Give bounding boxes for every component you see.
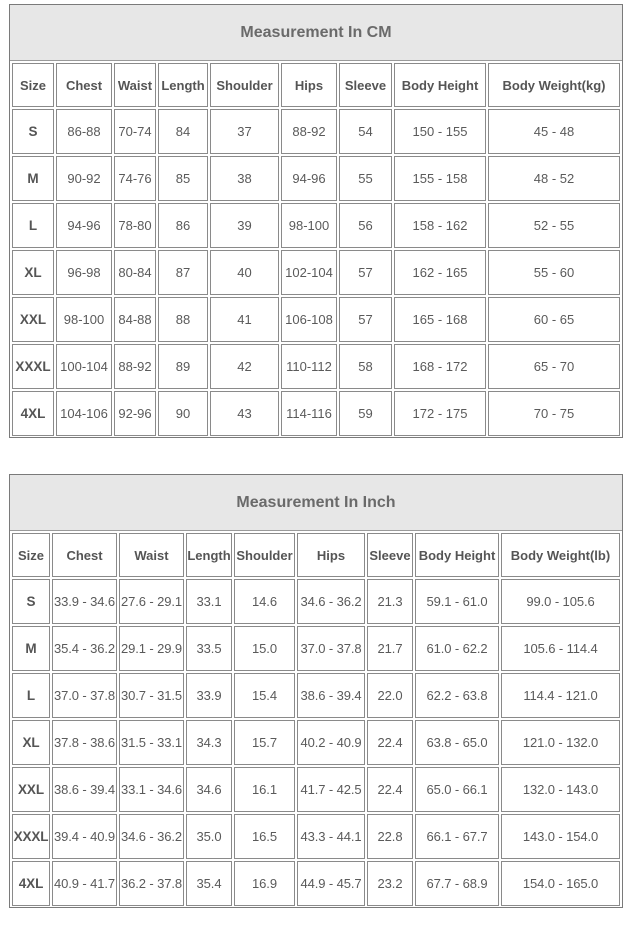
table-cell: 35.4 [186,861,232,906]
size-label-cell: L [12,673,50,718]
table-cell: 67.7 - 68.9 [415,861,499,906]
table-cell: 84-88 [114,297,156,342]
column-header: Size [12,533,50,577]
size-label-cell: XXL [12,767,50,812]
table-cell: 14.6 [234,579,295,624]
table-cell: 110-112 [281,344,337,389]
table-cell: 57 [339,297,392,342]
table-cell: 62.2 - 63.8 [415,673,499,718]
column-header: Waist [114,63,156,107]
size-label-cell: XXXL [12,344,54,389]
table-cell: 27.6 - 29.1 [119,579,184,624]
table-cell: 37 [210,109,279,154]
size-label-cell: S [12,579,50,624]
table-cell: 59.1 - 61.0 [415,579,499,624]
table-cell: 40.9 - 41.7 [52,861,117,906]
size-label-cell: XXL [12,297,54,342]
inch-chart-title: Measurement In Inch [10,475,622,531]
table-cell: 87 [158,250,208,295]
table-cell: 168 - 172 [394,344,486,389]
size-label-cell: L [12,203,54,248]
table-cell: 16.9 [234,861,295,906]
table-cell: 38.6 - 39.4 [52,767,117,812]
table-cell: 37.0 - 37.8 [52,673,117,718]
table-cell: 90-92 [56,156,112,201]
table-cell: 33.9 - 34.6 [52,579,117,624]
table-row [12,109,620,154]
table-cell: 40.2 - 40.9 [297,720,365,765]
table-cell: 158 - 162 [394,203,486,248]
table-cell: 60 - 65 [488,297,620,342]
inch-table-body [12,579,620,906]
table-cell: 88 [158,297,208,342]
table-cell: 35.4 - 36.2 [52,626,117,671]
table-cell: 34.6 - 36.2 [119,814,184,859]
column-header: Body Height [394,63,486,107]
table-cell: 40 [210,250,279,295]
table-cell: 121.0 - 132.0 [501,720,620,765]
table-cell: 33.1 - 34.6 [119,767,184,812]
table-cell: 172 - 175 [394,391,486,436]
table-cell: 114.4 - 121.0 [501,673,620,718]
table-cell: 100-104 [56,344,112,389]
size-label-cell: XL [12,250,54,295]
column-header: Body Weight(lb) [501,533,620,577]
cm-header-row [12,63,620,107]
table-row [12,297,620,342]
table-cell: 165 - 168 [394,297,486,342]
size-label-cell: XL [12,720,50,765]
table-cell: 21.7 [367,626,413,671]
table-cell: 41.7 - 42.5 [297,767,365,812]
column-header: Chest [56,63,112,107]
size-label-cell: 4XL [12,861,50,906]
table-cell: 96-98 [56,250,112,295]
table-cell: 70-74 [114,109,156,154]
column-header: Body Height [415,533,499,577]
size-label-cell: XXXL [12,814,50,859]
table-cell: 154.0 - 165.0 [501,861,620,906]
table-cell: 39.4 - 40.9 [52,814,117,859]
table-row [12,814,620,859]
column-header: Hips [281,63,337,107]
column-header: Shoulder [210,63,279,107]
table-cell: 22.4 [367,720,413,765]
table-cell: 98-100 [56,297,112,342]
table-cell: 29.1 - 29.9 [119,626,184,671]
cm-chart-title: Measurement In CM [10,5,622,61]
table-cell: 35.0 [186,814,232,859]
table-cell: 104-106 [56,391,112,436]
table-row [12,861,620,906]
table-row [12,579,620,624]
table-cell: 86 [158,203,208,248]
table-cell: 86-88 [56,109,112,154]
table-cell: 106-108 [281,297,337,342]
table-cell: 61.0 - 62.2 [415,626,499,671]
column-header: Shoulder [234,533,295,577]
table-cell: 99.0 - 105.6 [501,579,620,624]
table-cell: 88-92 [114,344,156,389]
table-cell: 22.0 [367,673,413,718]
table-cell: 31.5 - 33.1 [119,720,184,765]
size-label-cell: S [12,109,54,154]
table-cell: 102-104 [281,250,337,295]
column-header: Hips [297,533,365,577]
table-cell: 114-116 [281,391,337,436]
table-cell: 55 [339,156,392,201]
table-cell: 98-100 [281,203,337,248]
size-label-cell: M [12,156,54,201]
column-header: Body Weight(kg) [488,63,620,107]
table-cell: 89 [158,344,208,389]
table-cell: 90 [158,391,208,436]
column-header: Chest [52,533,117,577]
table-cell: 21.3 [367,579,413,624]
table-cell: 30.7 - 31.5 [119,673,184,718]
size-label-cell: 4XL [12,391,54,436]
table-row [12,344,620,389]
table-cell: 84 [158,109,208,154]
size-label-cell: M [12,626,50,671]
table-cell: 36.2 - 37.8 [119,861,184,906]
inch-header-row [12,533,620,577]
table-cell: 155 - 158 [394,156,486,201]
table-cell: 55 - 60 [488,250,620,295]
table-cell: 16.1 [234,767,295,812]
table-cell: 52 - 55 [488,203,620,248]
column-header: Length [186,533,232,577]
table-cell: 54 [339,109,392,154]
table-cell: 38.6 - 39.4 [297,673,365,718]
table-cell: 34.3 [186,720,232,765]
table-cell: 34.6 - 36.2 [297,579,365,624]
table-cell: 143.0 - 154.0 [501,814,620,859]
table-row [12,626,620,671]
table-cell: 57 [339,250,392,295]
table-cell: 23.2 [367,861,413,906]
table-cell: 43 [210,391,279,436]
table-cell: 65 - 70 [488,344,620,389]
cm-size-chart [9,4,623,438]
table-cell: 105.6 - 114.4 [501,626,620,671]
table-row [12,673,620,718]
table-cell: 94-96 [281,156,337,201]
table-cell: 42 [210,344,279,389]
table-cell: 45 - 48 [488,109,620,154]
table-cell: 37.0 - 37.8 [297,626,365,671]
table-cell: 48 - 52 [488,156,620,201]
column-header: Length [158,63,208,107]
table-cell: 132.0 - 143.0 [501,767,620,812]
table-row [12,203,620,248]
table-cell: 65.0 - 66.1 [415,767,499,812]
column-header: Waist [119,533,184,577]
inch-size-chart [9,474,623,908]
cm-size-table [10,61,622,438]
table-cell: 92-96 [114,391,156,436]
table-row [12,767,620,812]
table-cell: 94-96 [56,203,112,248]
cm-table-body [12,109,620,436]
table-cell: 44.9 - 45.7 [297,861,365,906]
inch-size-table [10,531,622,908]
table-cell: 66.1 - 67.7 [415,814,499,859]
column-header: Size [12,63,54,107]
table-cell: 37.8 - 38.6 [52,720,117,765]
table-cell: 34.6 [186,767,232,812]
table-cell: 33.9 [186,673,232,718]
table-cell: 38 [210,156,279,201]
column-header: Sleeve [339,63,392,107]
table-cell: 150 - 155 [394,109,486,154]
table-cell: 22.8 [367,814,413,859]
table-cell: 16.5 [234,814,295,859]
table-cell: 39 [210,203,279,248]
table-cell: 63.8 - 65.0 [415,720,499,765]
table-cell: 15.4 [234,673,295,718]
table-cell: 74-76 [114,156,156,201]
column-header: Sleeve [367,533,413,577]
table-cell: 56 [339,203,392,248]
table-cell: 58 [339,344,392,389]
table-cell: 33.1 [186,579,232,624]
table-row [12,250,620,295]
table-cell: 15.0 [234,626,295,671]
table-cell: 88-92 [281,109,337,154]
table-cell: 85 [158,156,208,201]
table-cell: 41 [210,297,279,342]
table-cell: 22.4 [367,767,413,812]
table-row [12,720,620,765]
table-cell: 43.3 - 44.1 [297,814,365,859]
table-cell: 59 [339,391,392,436]
table-cell: 78-80 [114,203,156,248]
table-cell: 33.5 [186,626,232,671]
table-row [12,156,620,201]
table-cell: 15.7 [234,720,295,765]
table-cell: 70 - 75 [488,391,620,436]
table-cell: 162 - 165 [394,250,486,295]
table-cell: 80-84 [114,250,156,295]
table-row [12,391,620,436]
